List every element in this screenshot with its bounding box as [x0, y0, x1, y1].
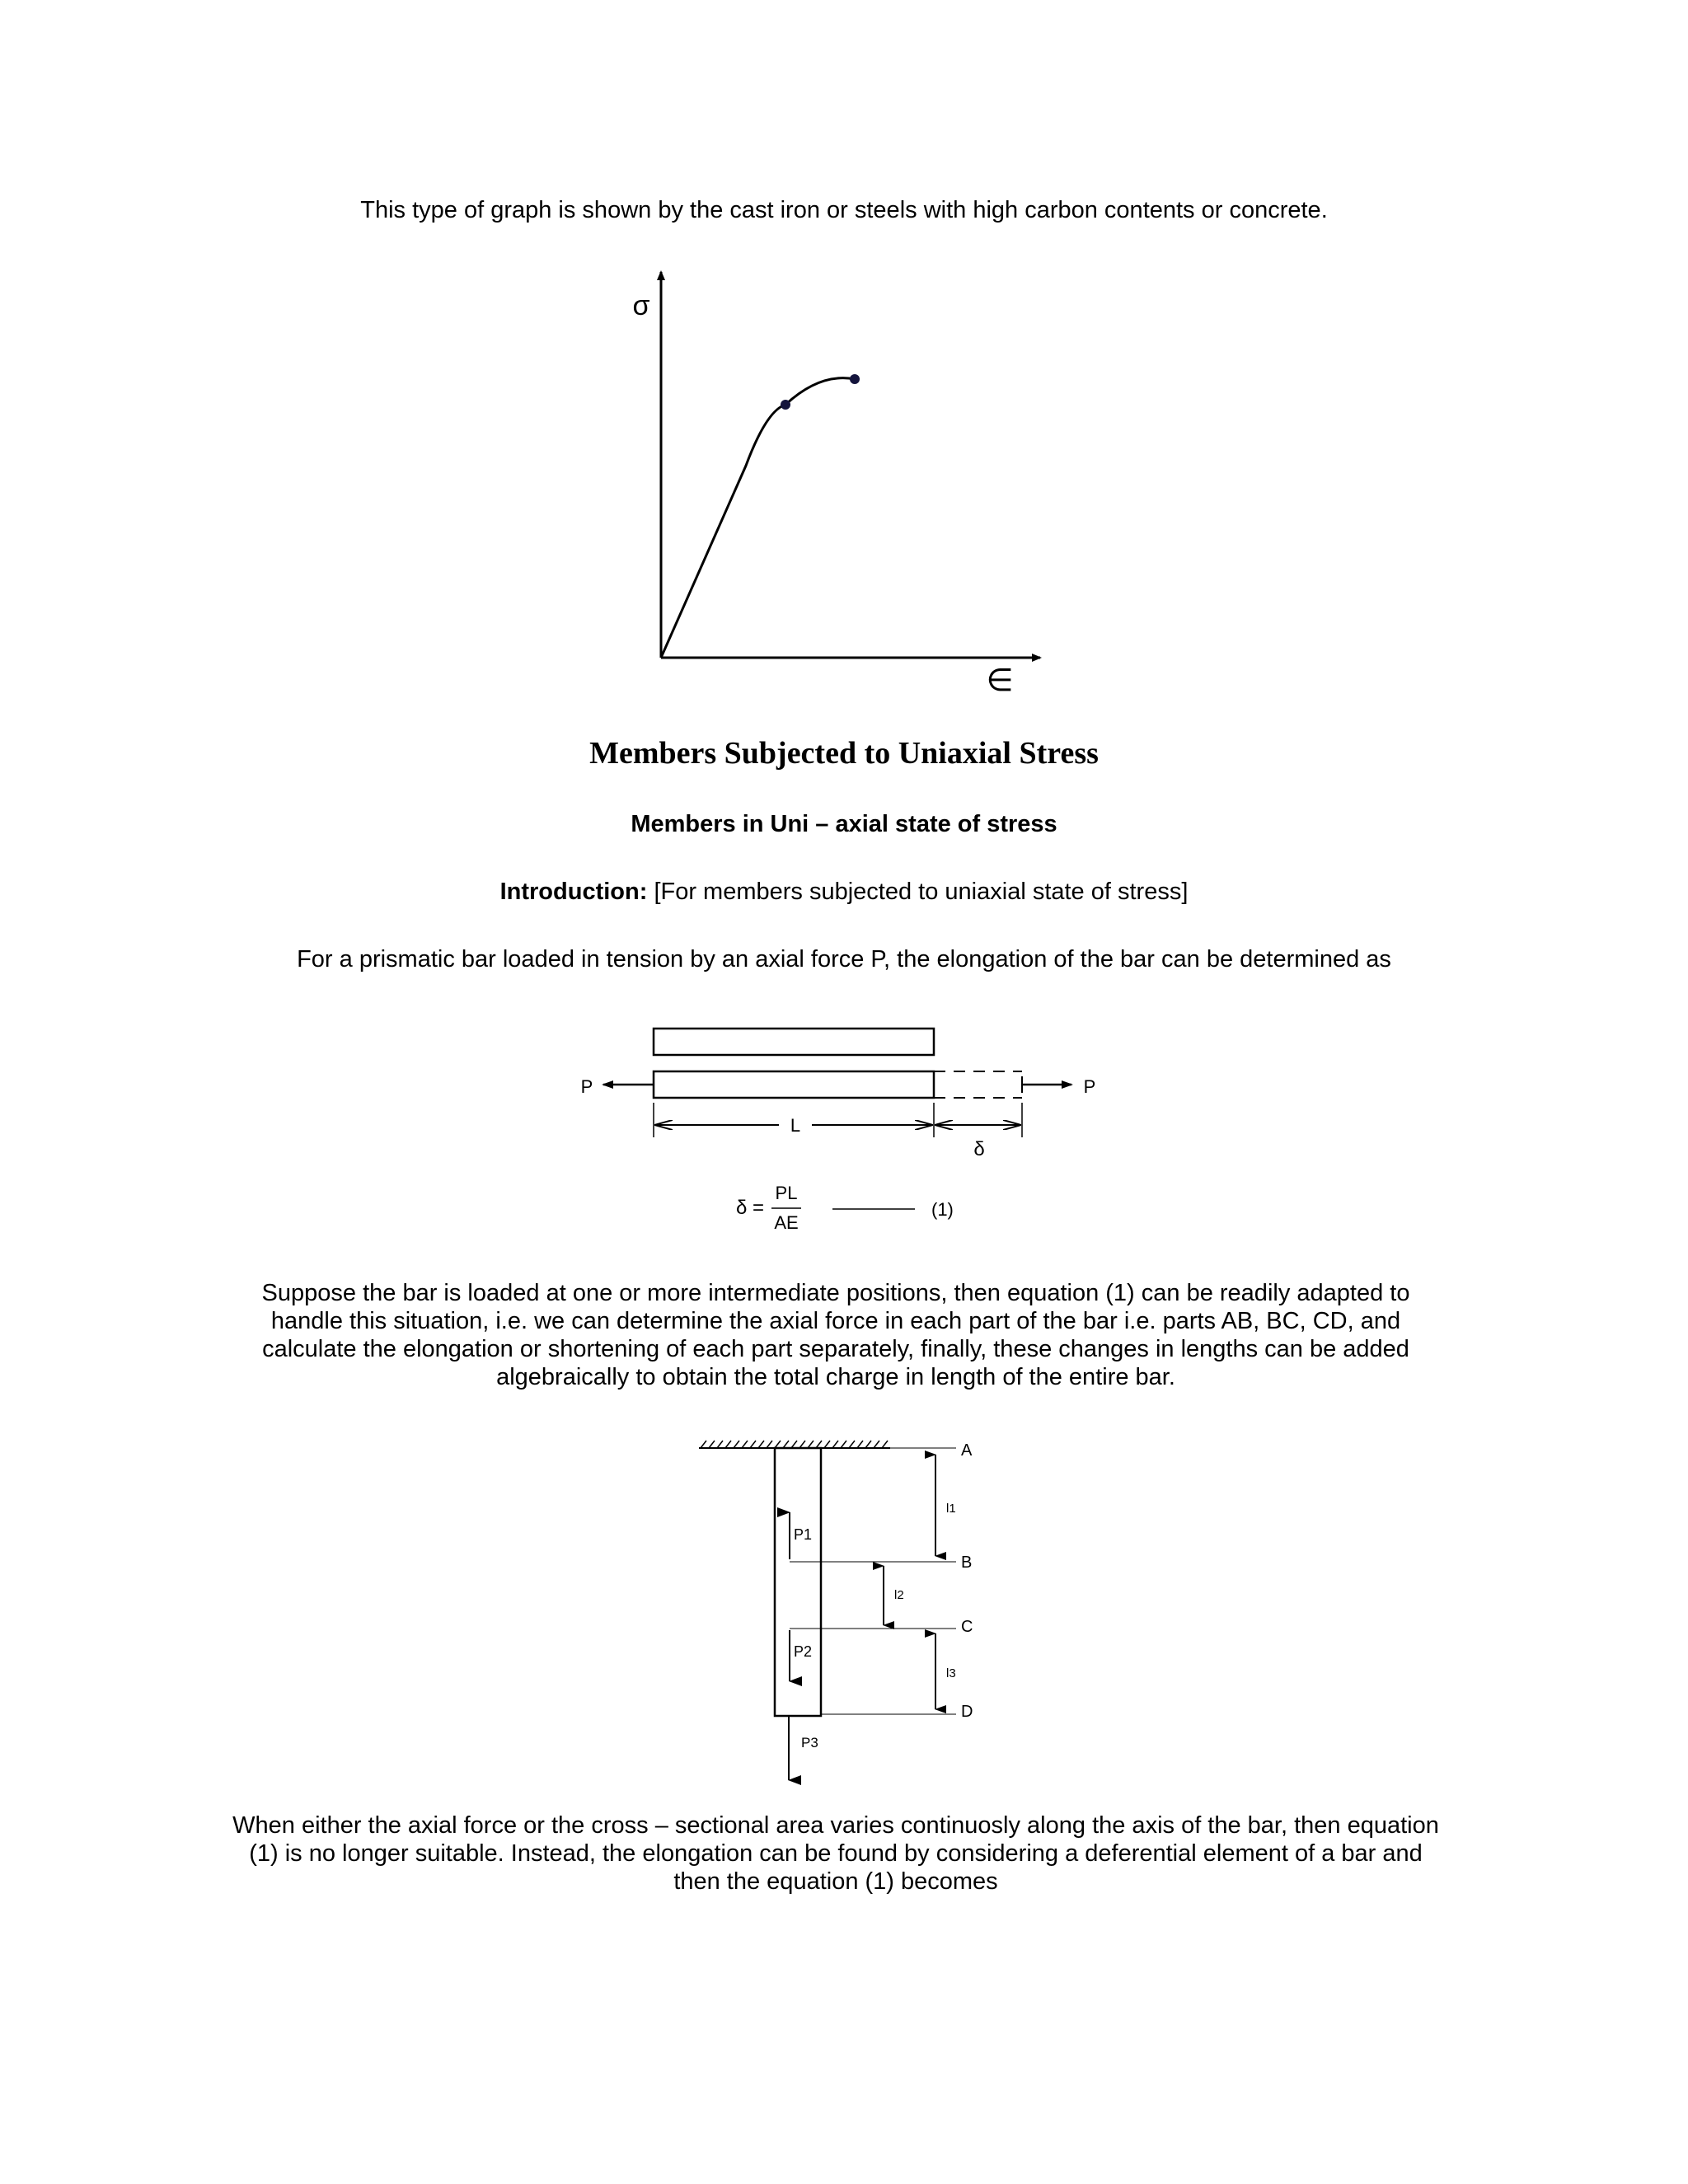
equation-lhs: δ =: [736, 1197, 765, 1219]
point-c-label: C: [961, 1618, 973, 1636]
intro-text: This type of graph is shown by the cast iron or steels with high carbon contents or concrete.: [360, 197, 1328, 223]
introduction-line: [0, 878, 1688, 907]
point-a-label: A: [961, 1441, 973, 1460]
point-d-label: D: [961, 1703, 973, 1721]
prismatic-bar-sentence: For a prismatic bar loaded in tension by an axial force P, the elongation of the bar can be determined as: [297, 946, 1391, 972]
prismatic-bar-figure: [0, 1014, 1688, 1244]
length-1-label: l1: [946, 1502, 956, 1516]
equation-denominator: AE: [774, 1212, 799, 1233]
right-load-label: P: [1083, 1076, 1096, 1097]
hanging-bar: [775, 1448, 821, 1716]
point-b-label: B: [961, 1554, 973, 1572]
bar-loaded: [654, 1071, 934, 1098]
stress-strain-curve: [661, 378, 855, 658]
bar-unloaded: [654, 1029, 934, 1055]
fracture-point: [850, 374, 860, 384]
load-p1-label: P1: [794, 1526, 813, 1543]
elongation-label: δ: [973, 1138, 985, 1160]
load-p2-label: P2: [794, 1643, 813, 1660]
introduction-label: Introduction:: [499, 879, 648, 905]
stress-strain-graph: [0, 264, 1688, 698]
left-load-label: P: [580, 1076, 593, 1097]
continuous-variation-paragraph: When either the axial force or the cross – sectional area varies continuosly along the axis of the bar, then equation (1) is no longer suitable. Instead, the elongation can be found by considering a deferential element of a bar and then the equation (1) becomes: [232, 1812, 1439, 1895]
length-label: L: [790, 1115, 801, 1136]
epsilon-label: ∈: [986, 663, 1014, 698]
proportional-limit-point: [781, 400, 790, 410]
load-p3-label: P3: [801, 1735, 818, 1750]
sigma-label: σ: [632, 290, 650, 321]
equation-numerator: PL: [775, 1183, 798, 1203]
introduction-text: [For members subjected to uniaxial state of stress]: [647, 879, 1189, 905]
intermediate-loads-paragraph: Suppose the bar is loaded at one or more intermediate positions, then equation (1) can be readily adapted to handle this situation, i.e. we can determine the axial force in each part of the bar i.e. parts AB, BC, CD, and calculate the elongation or shortening of each part separately, finally, these changes in lengths can be added algebraically to obtain the total charge in length of the entire bar.: [261, 1280, 1410, 1390]
length-2-label: l2: [894, 1588, 904, 1602]
hanging-bar-figure: [0, 1434, 1688, 1780]
equation-number: (1): [931, 1199, 954, 1220]
section-heading: Members Subjected to Uniaxial Stress: [589, 736, 1099, 771]
section-subheading: Members in Uni – axial state of stress: [631, 811, 1057, 837]
length-3-label: l3: [946, 1666, 956, 1680]
